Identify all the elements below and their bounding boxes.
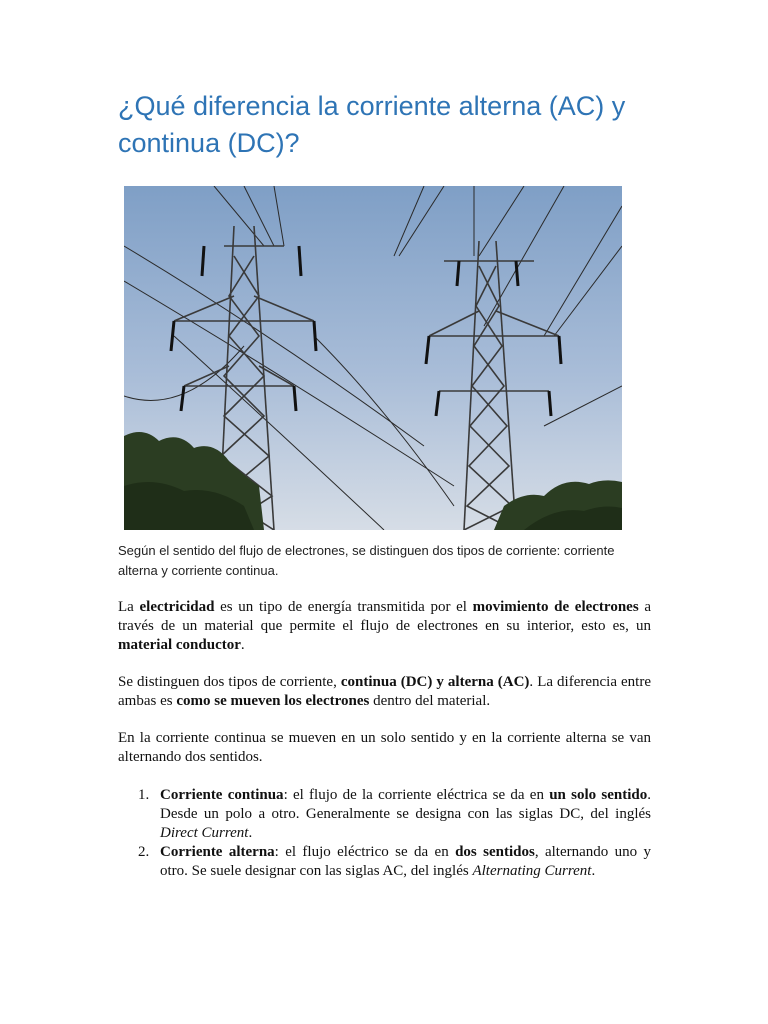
text-span: : el flujo de la corriente eléctrica se da en — [283, 787, 550, 803]
text-span: . Desde un polo a otro. Generalmente se designa con las siglas DC, del inglés — [160, 787, 651, 822]
italic-term: Direct Current — [160, 825, 249, 841]
text-span: es un tipo de energía transmitida por el — [214, 599, 473, 615]
list-number: 1. — [138, 787, 150, 803]
text-span: : el flujo eléctrico se da en — [274, 844, 456, 860]
text-span: Se distinguen dos tipos de corriente, — [118, 674, 341, 690]
bold-electrones: como se mueven los electrones — [176, 693, 370, 709]
page-title: ¿Qué diferencia la corriente alterna (AC) y continua (DC)? — [118, 91, 626, 158]
text-span: . La diferencia entre ambas es — [118, 674, 651, 709]
paragraph-sentidos: En la corriente continua se mueven en un solo sentido y en la corriente alterna se van alternando dos sentidos. — [118, 730, 651, 765]
text-span: . — [591, 863, 596, 879]
bold-term: dos sentidos — [455, 844, 535, 860]
bold-term: un solo sentido — [549, 787, 648, 803]
paragraph-tipos — [118, 673, 651, 711]
bold-material: material conductor — [118, 637, 241, 653]
text-span: . — [248, 825, 253, 841]
bold-electricidad: electricidad — [139, 599, 215, 615]
paragraph-electricidad — [118, 598, 651, 655]
list-item — [118, 843, 651, 881]
italic-term: Alternating Current — [472, 863, 592, 879]
bold-movimiento: movimiento de electrones — [472, 599, 639, 615]
text-span: . — [240, 637, 245, 653]
list-number: 2. — [138, 844, 150, 860]
text-span: dentro del material. — [369, 693, 491, 709]
power-towers-photo — [124, 186, 622, 530]
text-span: La — [118, 599, 140, 615]
bold-term: Corriente continua — [160, 787, 284, 803]
photo-caption: Según el sentido del flujo de electrones, se distinguen dos tipos de corriente: corriente alterna y corriente continua. — [118, 543, 615, 578]
text-span: , alternando uno y otro. Se suele designar con las siglas AC, del inglés — [160, 844, 652, 879]
text-span: a través de un material que permite el flujo de electrones en su interior, esto es, un — [118, 599, 651, 634]
list-item — [118, 786, 651, 843]
numbered-list — [118, 786, 651, 881]
bold-term: Corriente alterna — [160, 844, 275, 860]
bold-tipos: continua (DC) y alterna (AC) — [340, 674, 530, 690]
